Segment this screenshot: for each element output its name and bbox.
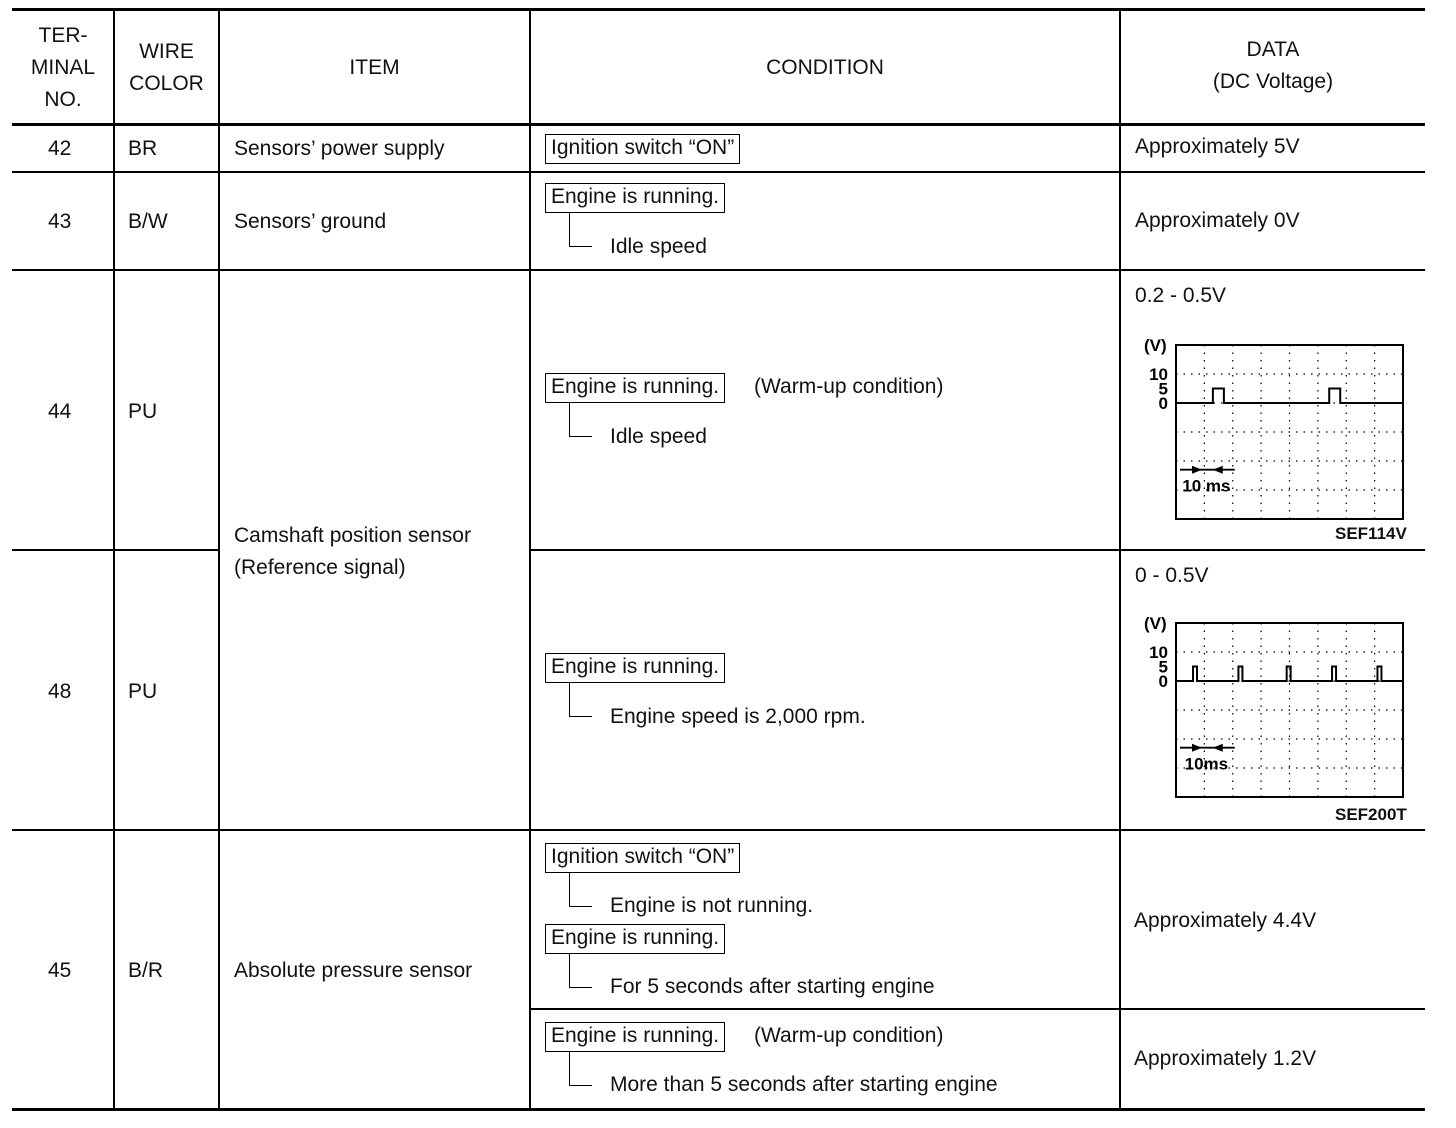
header-item: ITEM	[349, 56, 400, 79]
condition-connector	[569, 1052, 592, 1086]
row-divider	[529, 549, 1425, 551]
data-value: Approximately 1.2V	[1134, 1047, 1317, 1070]
wire-color: PU	[128, 400, 158, 423]
condition-sub: Idle speed	[610, 235, 707, 258]
data-value: Approximately 4.4V	[1134, 909, 1317, 932]
row-divider	[12, 171, 1425, 173]
item-label: Sensors’ ground	[234, 210, 387, 233]
arrow-head	[1192, 466, 1202, 474]
table-bottom-border	[12, 1108, 1425, 1111]
data-value: 0 - 0.5V	[1135, 564, 1209, 587]
data-value: Approximately 5V	[1135, 135, 1300, 158]
arrow-head	[1213, 466, 1223, 474]
header-wire-color: WIRE COLOR	[129, 40, 204, 95]
condition-box: Engine is running.	[545, 924, 725, 954]
condition-note: (Warm-up condition)	[754, 1024, 944, 1047]
row-divider	[12, 549, 218, 551]
item-label: Absolute pressure sensor	[234, 959, 473, 982]
wire-color: B/R	[128, 959, 164, 982]
data-value: 0.2 - 0.5V	[1135, 284, 1227, 307]
item-label: Sensors’ power supply	[234, 137, 445, 160]
condition-box: Engine is running.	[545, 1022, 725, 1052]
terminal-no: 44	[48, 400, 72, 423]
condition-box: Engine is running.	[545, 653, 725, 683]
column-divider	[529, 8, 531, 1111]
condition-box: Engine is running.	[545, 373, 725, 403]
terminal-no: 42	[48, 137, 72, 160]
oscilloscope-waveform	[1130, 606, 1420, 821]
y-tick-label: 0	[1158, 672, 1168, 691]
data-value: Approximately 0V	[1135, 209, 1300, 232]
header-data: DATA (DC Voltage)	[1212, 38, 1334, 93]
condition-connector	[569, 954, 592, 988]
condition-box: Ignition switch “ON”	[545, 134, 740, 164]
row-divider	[12, 829, 1425, 831]
y-tick-label: 5	[1158, 657, 1168, 677]
unit-label: (V)	[1144, 336, 1167, 355]
arrow-head	[1192, 744, 1202, 752]
condition-connector	[569, 873, 592, 907]
figure-code: SEF200T	[1335, 805, 1407, 824]
y-tick-label: 10	[1149, 643, 1168, 662]
header-bottom-border	[12, 123, 1425, 126]
item-label: (Reference signal)	[234, 556, 406, 579]
y-tick-label: 5	[1158, 379, 1168, 399]
figure-code: SEF114V	[1335, 524, 1407, 543]
condition-sub: Engine is not running.	[610, 894, 814, 917]
arrow-head	[1213, 744, 1223, 752]
item-label: Camshaft position sensor	[234, 524, 471, 547]
condition-note: (Warm-up condition)	[754, 375, 944, 398]
oscilloscope-waveform	[1130, 328, 1420, 543]
wire-color: PU	[128, 680, 158, 703]
condition-connector	[569, 683, 592, 717]
condition-sub: Engine speed is 2,000 rpm.	[610, 705, 866, 728]
condition-connector	[569, 213, 592, 247]
condition-sub: More than 5 seconds after starting engine	[610, 1073, 998, 1096]
condition-connector	[569, 403, 592, 437]
time-scale-label: 10 ms	[1182, 476, 1231, 496]
condition-sub: For 5 seconds after starting engine	[610, 975, 935, 998]
condition-box: Ignition switch “ON”	[545, 843, 740, 873]
y-tick-label: 0	[1158, 394, 1168, 413]
wire-color: BR	[128, 137, 158, 160]
header-terminal-no: TER- MINAL NO.	[30, 24, 96, 111]
time-scale-label: 10ms	[1184, 754, 1229, 774]
header-condition: CONDITION	[766, 56, 884, 79]
row-divider	[529, 1008, 1425, 1010]
y-tick-label: 10	[1149, 365, 1168, 384]
column-divider	[218, 8, 220, 1111]
column-divider	[1119, 8, 1121, 1111]
terminal-no: 43	[48, 210, 72, 233]
terminal-no: 48	[48, 680, 72, 703]
wire-color: B/W	[128, 210, 168, 233]
condition-sub: Idle speed	[610, 425, 707, 448]
column-divider	[113, 8, 115, 1111]
terminal-no: 45	[48, 959, 72, 982]
condition-box: Engine is running.	[545, 183, 725, 213]
row-divider	[12, 269, 1425, 271]
unit-label: (V)	[1144, 614, 1167, 633]
table-top-border	[12, 8, 1425, 11]
